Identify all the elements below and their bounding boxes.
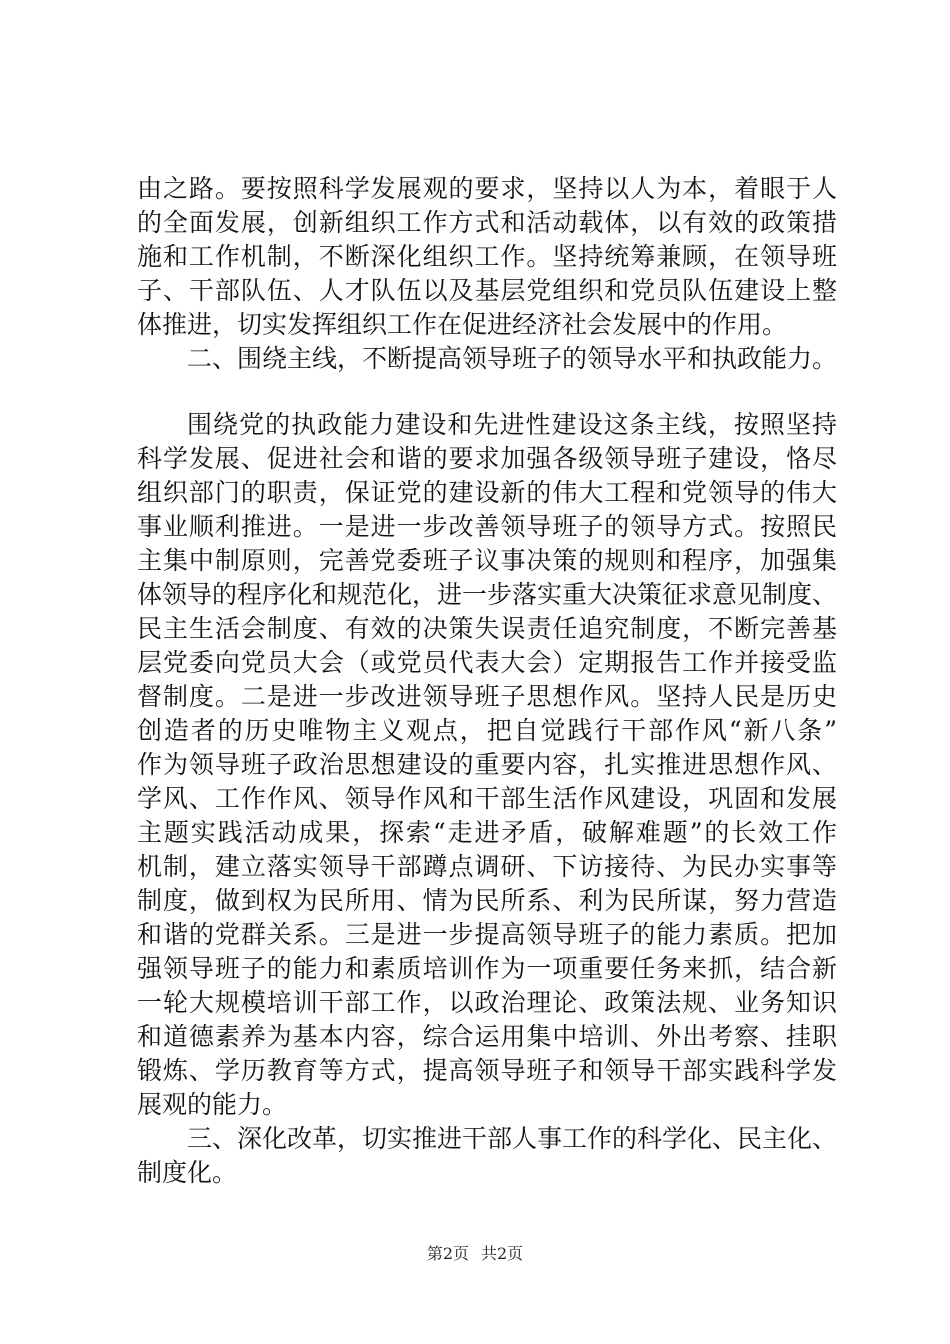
paragraph-2-line: 学风、工作作风、领导作风和干部生活作风建设，巩固和发展 <box>137 784 837 813</box>
paragraph-2-line: 层党委向党员大会（或党员代表大会）定期报告工作并接受监 <box>137 648 837 677</box>
paragraph-2-line: 制度，做到权为民所用、情为民所系、利为民所谋，努力营造 <box>137 886 837 915</box>
paragraph-2-line: 科学发展、促进社会和谐的要求加强各级领导班子建设，恪尽 <box>137 444 837 473</box>
page-number: 第2页 <box>426 1244 469 1263</box>
paragraph-2-line: 创造者的历史唯物主义观点，把自觉践行干部作风“新八条” <box>137 716 837 745</box>
paragraph-2-line: 民主生活会制度、有效的决策失误责任追究制度，不断完善基 <box>137 614 837 643</box>
paragraph-2-line: 和谐的党群关系。三是进一步提高领导班子的能力素质。把加 <box>137 920 837 949</box>
paragraph-2-line: 作为领导班子政治思想建设的重要内容，扎实推进思想作风、 <box>137 750 837 779</box>
paragraph-2-line: 体领导的程序化和规范化，进一步落实重大决策征求意见制度、 <box>137 580 838 609</box>
section-heading-3-continued: 制度化。 <box>137 1158 238 1187</box>
paragraph-2-line: 强领导班子的能力和素质培训作为一项重要任务来抓，结合新 <box>137 954 837 983</box>
paragraph-2-line: 围绕党的执政能力建设和先进性建设这条主线，按照坚持 <box>187 410 837 439</box>
paragraph-1-line: 施和工作机制，不断深化组织工作。坚持统筹兼顾，在领导班 <box>137 242 837 271</box>
paragraph-1-line: 子、干部队伍、人才队伍以及基层党组织和党员队伍建设上整 <box>137 276 837 305</box>
paragraph-2-line: 展观的能力。 <box>137 1090 288 1119</box>
paragraph-2-line: 督制度。二是进一步改进领导班子思想作风。坚持人民是历史 <box>137 682 837 711</box>
paragraph-2-line: 一轮大规模培训干部工作，以政治理论、政策法规、业务知识 <box>137 988 837 1017</box>
page-footer <box>0 1243 950 1265</box>
paragraph-1-line: 体推进，切实发挥组织工作在促进经济社会发展中的作用。 <box>137 310 788 339</box>
paragraph-2-line: 事业顺利推进。一是进一步改善领导班子的领导方式。按照民 <box>137 512 837 541</box>
paragraph-2-line: 主集中制原则，完善党委班子议事决策的规则和程序，加强集 <box>137 546 837 575</box>
paragraph-2-line: 机制，建立落实领导干部蹲点调研、下访接待、为民办实事等 <box>137 852 837 881</box>
paragraph-2-line: 锻炼、学历教育等方式，提高领导班子和领导干部实践科学发 <box>137 1056 837 1085</box>
paragraph-1-line: 由之路。要按照科学发展观的要求，坚持以人为本，着眼于人 <box>137 174 837 203</box>
page-total: 共2页 <box>481 1244 524 1263</box>
paragraph-2-line: 主题实践活动成果，探索“走进矛盾，破解难题”的长效工作 <box>137 818 837 847</box>
section-heading-2: 二、围绕主线，不断提高领导班子的领导水平和执政能力。 <box>187 344 838 373</box>
paragraph-2-line: 和道德素养为基本内容，综合运用集中培训、外出考察、挂职 <box>137 1022 837 1051</box>
paragraph-2-line: 组织部门的职责，保证党的建设新的伟大工程和党领导的伟大 <box>137 478 837 507</box>
paragraph-1-line: 的全面发展，创新组织工作方式和活动载体，以有效的政策措 <box>137 208 837 237</box>
section-heading-3: 三、深化改革，切实推进干部人事工作的科学化、民主化、 <box>187 1124 838 1153</box>
